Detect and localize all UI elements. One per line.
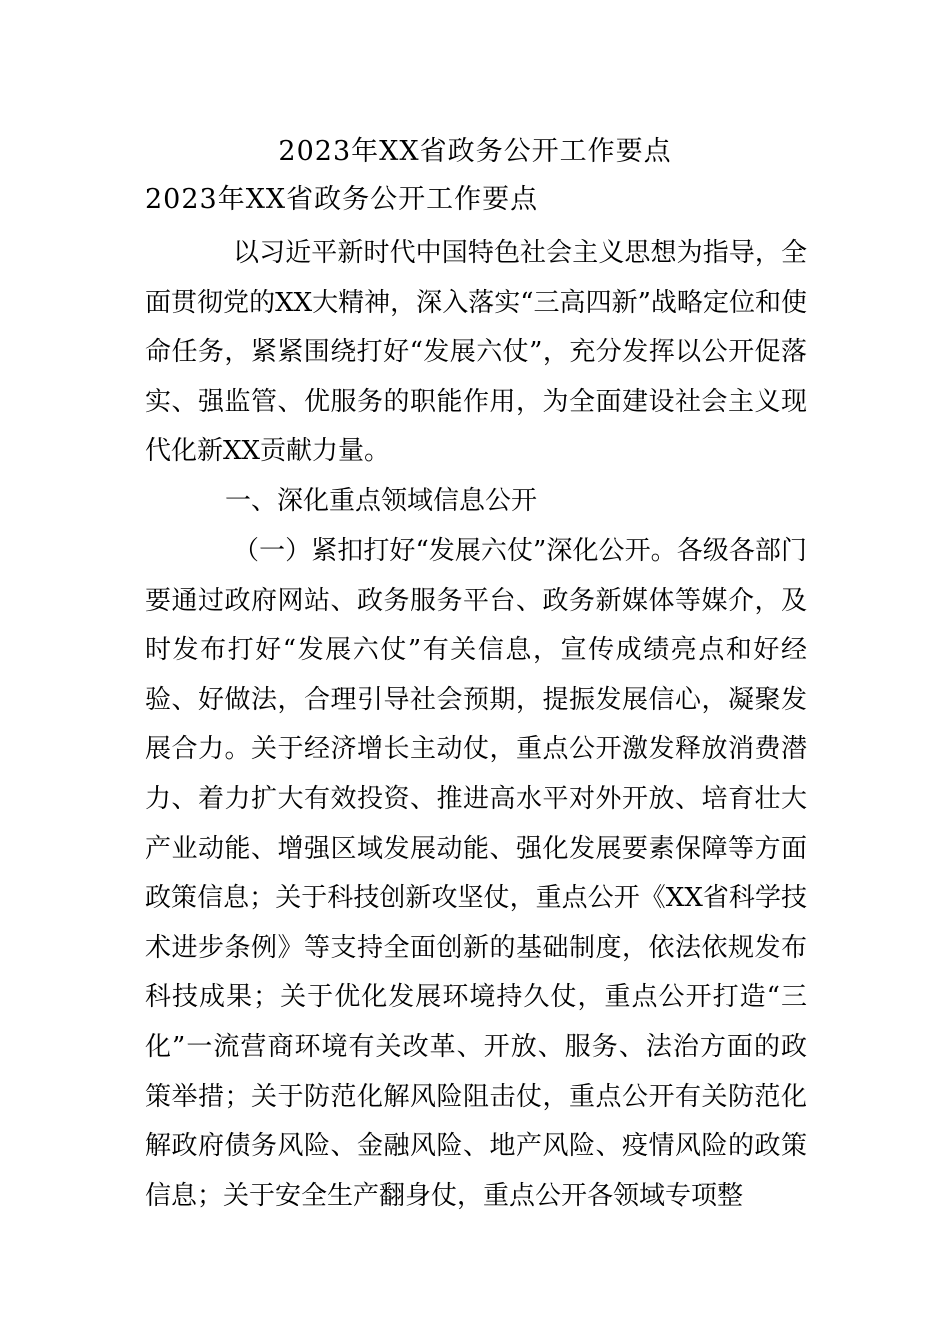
intro-paragraph: 以习近平新时代中国特色社会主义思想为指导，全面贯彻党的XX大精神，深入落实“三高四新”战略定位和使命任务，紧紧围绕打好“发展六仗”，充分发挥以公开促落实、强监管、优服务的职能作用，为全面建设社会主义现代化新XX贡献力量。 — [145, 238, 807, 467]
document-subtitle: 2023年XX省政务公开工作要点 — [145, 184, 539, 215]
section-paragraph: （一）紧扣打好“发展六仗”深化公开。各级各部门要通过政府网站、政务服务平台、政务新媒体等媒介，及时发布打好“发展六仗”有关信息，宣传成绩亮点和好经验、好做法，合理引导社会预期，提振发展信心，凝聚发展合力。关于经济增长主动仗，重点公开激发释放消费潜力、着力扩大有效投资、推进高水平对外开放、培育壮大产业动能、增强区域发展动能、强化发展要素保障等方面政策信息；关于科技创新攻坚仗，重点公开《XX省科学技术进步条例》等支持全面创新的基础制度，依法依规发布科技成果；关于优化发展环境持久仗，重点公开打造“三化”一流营商环境有关改革、开放、服务、法治方面的政策举措；关于防范化解风险阻击仗，重点公开有关防范化解政府债务风险、金融风险、地产风险、疫情风险的政策信息；关于安全生产翻身仗，重点公开各领域专项整 — [145, 536, 807, 1211]
section-heading: 一、深化重点领域信息公开 — [225, 486, 538, 516]
document-title: 2023年XX省政务公开工作要点 — [278, 136, 672, 167]
